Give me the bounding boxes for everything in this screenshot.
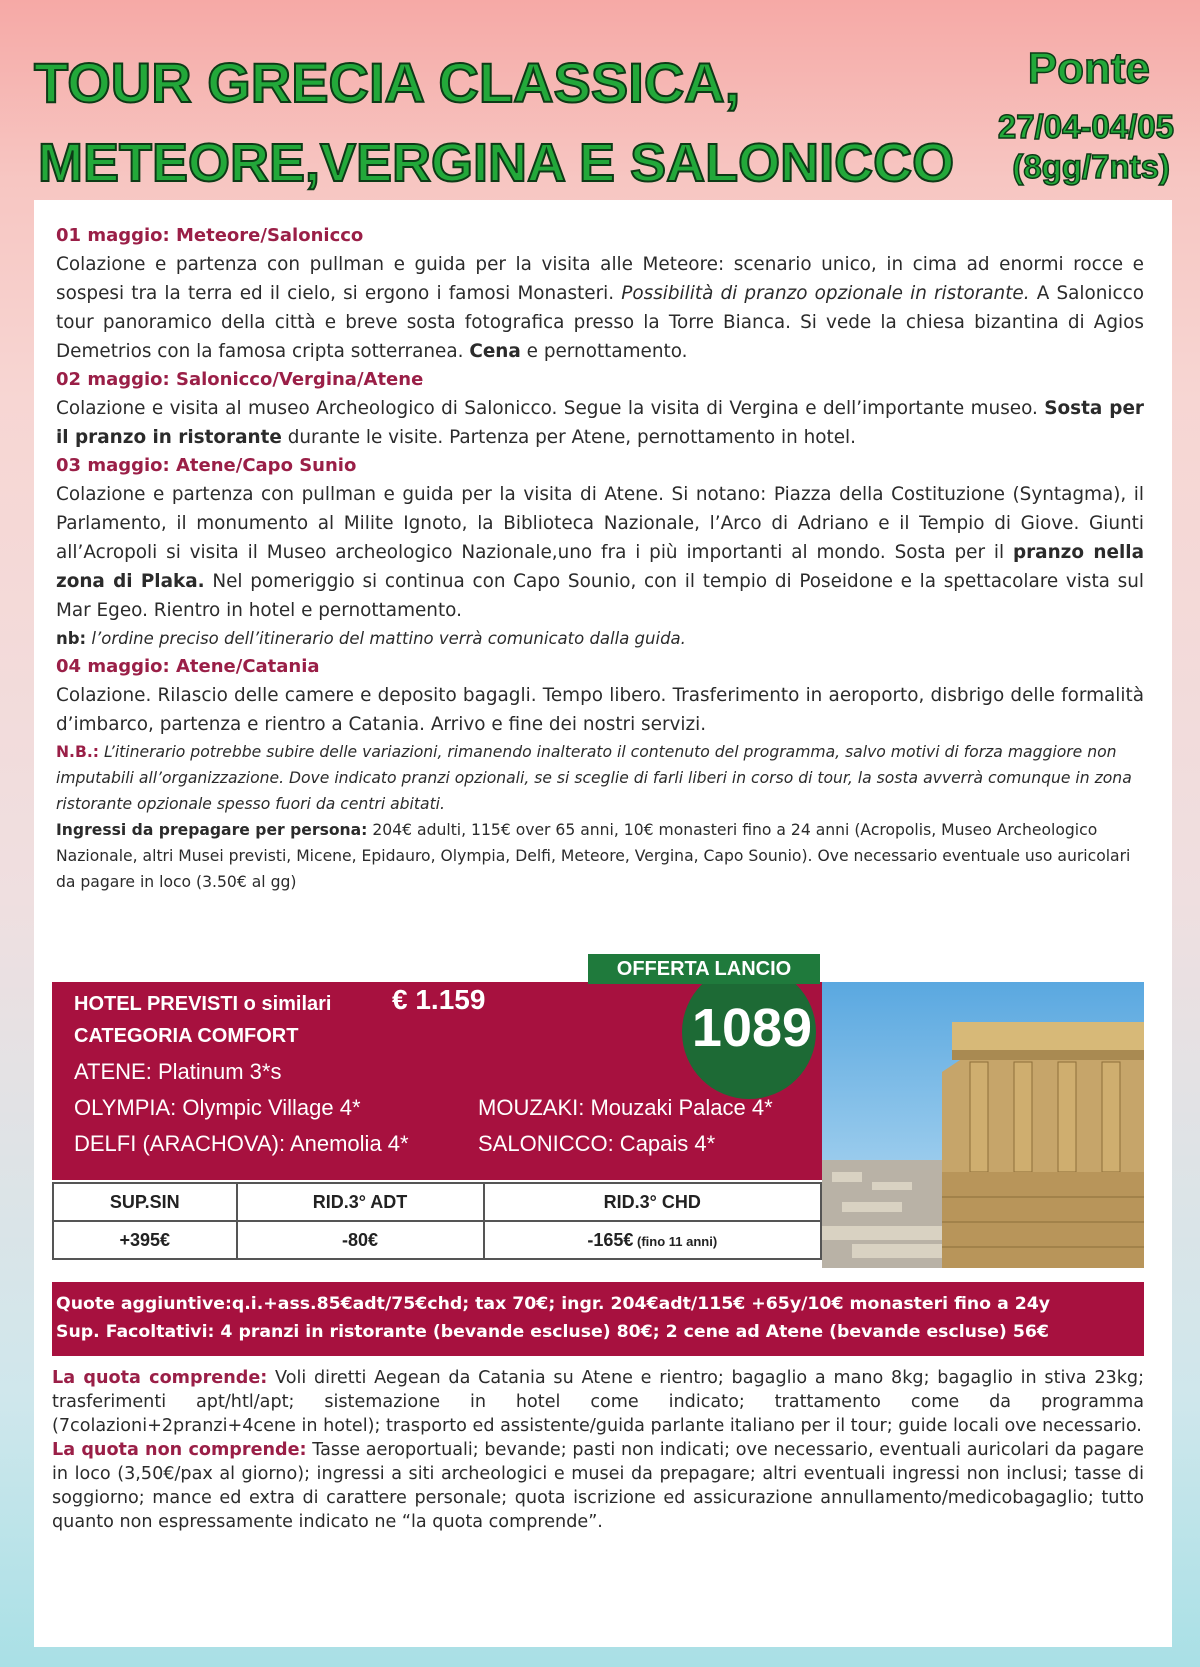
nb2-text: L’itinerario potrebbe subire delle variazioni, rimanendo inalterato il contenuto del programma, salvo motivi di forza maggiore non imputabili all’organizzazione. Dove indicato pranzi opzionali, se si sceglie di farli liberi in corso di tour, la sosta avverrà comunque in zona ristorante opzionale spesso fuori da centri abitati. <box>56 743 1132 813</box>
day1-text-b: Possibilità di pranzo opzionale in ristorante. <box>621 283 1030 304</box>
quote-line-1: Quote aggiuntive:q.i.+ass.85€adt/75€chd; tax 70€; ingr. 204€adt/115€ +65y/10€ monasteri fino a 24y <box>56 1294 1051 1314</box>
ponte-dates: 27/04-04/05 <box>997 108 1174 145</box>
day3-text-a: Colazione e partenza con pullman e guida per la visita di Atene. Si notano: Piazza della Costituzione (Syntagma), il Parlamento, il monumento al Milite Ignoto, la Biblioteca Nazionale, l’Arco di Adriano e il Tempio di Giove. Giunti all’Acropoli si visita il Museo archeologico Nazionale,uno fra i più importanti al mondo. Sosta per il <box>56 484 1144 563</box>
hotel-mouzaki: MOUZAKI: Mouzaki Palace 4* <box>478 1095 773 1120</box>
day1-text <box>56 250 1144 366</box>
offer-price: 1089 <box>691 998 813 1058</box>
nb2-note <box>56 739 1144 817</box>
quota-comprende <box>52 1366 1144 1438</box>
ponte-label: Ponte <box>1027 44 1150 93</box>
value-sup-sin: +395€ <box>53 1221 237 1259</box>
quote-box <box>52 1282 1144 1356</box>
day3-text-b: pranzo nella zona di Plaka. <box>56 542 1145 592</box>
itinerary <box>56 222 1144 895</box>
day1-text-c: A Salonicco tour panoramico della città e breve sosta fotografica presso la Torre Bianca. Si vede la chiesa bizantina di Agios Demetrios con la famosa cripta sotterranea. <box>56 283 1144 362</box>
acropolis-photo <box>822 982 1144 1268</box>
header-rid-adt: RID.3° ADT <box>237 1183 484 1221</box>
value-rid-chd-note: (fino 11 anni) <box>633 1233 718 1249</box>
nb2-label: N.B.: <box>56 743 100 761</box>
day2-title: 02 maggio: Salonicco/Vergina/Atene <box>56 369 424 390</box>
hotel-heading-suffix: o similari <box>238 993 332 1015</box>
day2-text-a: Colazione e visita al museo Archeologico di Salonicco. Segue la visita di Vergina e dell’importante museo. <box>56 398 1045 419</box>
hotel-category: CATEGORIA COMFORT <box>74 1025 299 1047</box>
nb-note <box>56 625 1144 653</box>
day1-text-a: Colazione e partenza con pullman e guida per la visita alle Meteore: scenario unico, in cima ad enormi rocce e sospesi tra la terra ed il cielo, si ergono i famosi Monasteri. <box>56 254 1144 304</box>
ponte-nights: (8gg/7nts) <box>1012 148 1170 185</box>
non-comprende-text: Tasse aeroportuali; bevande; pasti non indicati; ove necessario, eventuali auricolari da pagare in loco (3,50€/pax al giorno); ingressi a siti archeologici e musei da prepagare; altri eventuali ingressi non inclusi; tasse di soggiorno; mance ed extra di carattere personale; quota iscrizione ed assicurazione annullamento/medicobagaglio; tutto quanto non espressamente indicato ne “la quota comprende”. <box>52 1440 1144 1532</box>
ingressi-note <box>56 817 1144 895</box>
day3-text-c: Nel pomeriggio si continua con Capo Sounio, con il tempio di Poseidone e la spettacolare vista sul Mar Egeo. Rientro in hotel e pernottamento. <box>56 571 1144 621</box>
non-comprende-label: La quota non comprende: <box>52 1440 307 1460</box>
day4-title: 04 maggio: Atene/Catania <box>56 656 320 677</box>
table-row <box>53 1221 821 1259</box>
hotel-atene: ATENE: Platinum 3*s <box>74 1059 282 1084</box>
price-old: € 1.159 <box>392 984 486 1015</box>
footer-notes <box>52 1366 1144 1534</box>
nb-text: l’ordine preciso dell’itinerario del mattino verrà comunicato dalla guida. <box>86 629 686 648</box>
quota-non-comprende <box>52 1438 1144 1534</box>
header-sup-sin: SUP.SIN <box>53 1183 237 1221</box>
day1-text-d: Cena <box>469 341 521 362</box>
table-header-row <box>53 1183 821 1221</box>
nb-label: nb: <box>56 629 87 648</box>
day1-title: 01 maggio: Meteore/Salonicco <box>56 225 364 246</box>
day2-text <box>56 394 1144 452</box>
day2-text-b: Sosta per il pranzo in ristorante <box>56 398 1144 448</box>
title-line-2: METEORE,VERGINA E SALONICCO <box>38 133 955 193</box>
day4-text: Colazione. Rilascio delle camere e deposito bagagli. Tempo libero. Trasferimento in aeroporto, disbrigo delle formalità d’imbarco, partenza e rientro a Catania. Arrivo e fine dei nostri servizi. <box>56 685 1144 735</box>
comprende-text: Voli diretti Aegean da Catania su Atene e rientro; bagaglio a mano 8kg; bagaglio in stiva 23kg; trasferimenti apt/htl/apt; sistemazione in hotel come indicato; trattamento come da programma (7colazioni+2pranzi+4cene in hotel); trasporto ed assistente/guida parlante italiano per il tour; guide locali ove necessario. <box>52 1368 1144 1436</box>
ingressi-label: Ingressi da prepagare per persona: <box>56 821 368 839</box>
day3-title: 03 maggio: Atene/Capo Sunio <box>56 455 357 476</box>
value-rid-chd <box>484 1221 821 1259</box>
comprende-label: La quota comprende: <box>52 1368 268 1388</box>
day1-text-e: e pernottamento. <box>520 341 688 362</box>
hotel-delfi: DELFI (ARACHOVA): Anemolia 4* <box>74 1131 409 1156</box>
day3-text <box>56 480 1144 625</box>
header-rid-chd: RID.3° CHD <box>484 1183 821 1221</box>
ingressi-text: 204€ adulti, 115€ over 65 anni, 10€ monasteri fino a 24 anni (Acropolis, Museo Archeologico Nazionale, altri Musei previsti, Micene, Epidauro, Olympia, Delfi, Meteore, Vergina, Capo Sounio). Ove necessario eventuale uso auricolari da pagare in loco (3.50€ al gg) <box>56 821 1131 891</box>
value-rid-chd-amount: -165€ <box>587 1229 634 1250</box>
value-rid-adt: -80€ <box>237 1221 484 1259</box>
hotel-heading-main: HOTEL PREVISTI <box>74 993 239 1015</box>
supplements-table <box>52 1182 822 1260</box>
offer-label: OFFERTA LANCIO <box>588 954 820 984</box>
hotel-heading <box>74 990 331 1018</box>
title-line-1: TOUR GRECIA CLASSICA, <box>34 51 741 114</box>
hotel-olympia: OLYMPIA: Olympic Village 4* <box>74 1095 361 1120</box>
quote-line-2: Sup. Facoltativi: 4 pranzi in ristorante (bevande escluse) 80€; 2 cene ad Atene (bevande escluse) 56€ <box>56 1322 1049 1342</box>
hotel-salonicco: SALONICCO: Capais 4* <box>478 1131 716 1156</box>
day2-text-c: durante le visite. Partenza per Atene, pernottamento in hotel. <box>281 427 856 448</box>
